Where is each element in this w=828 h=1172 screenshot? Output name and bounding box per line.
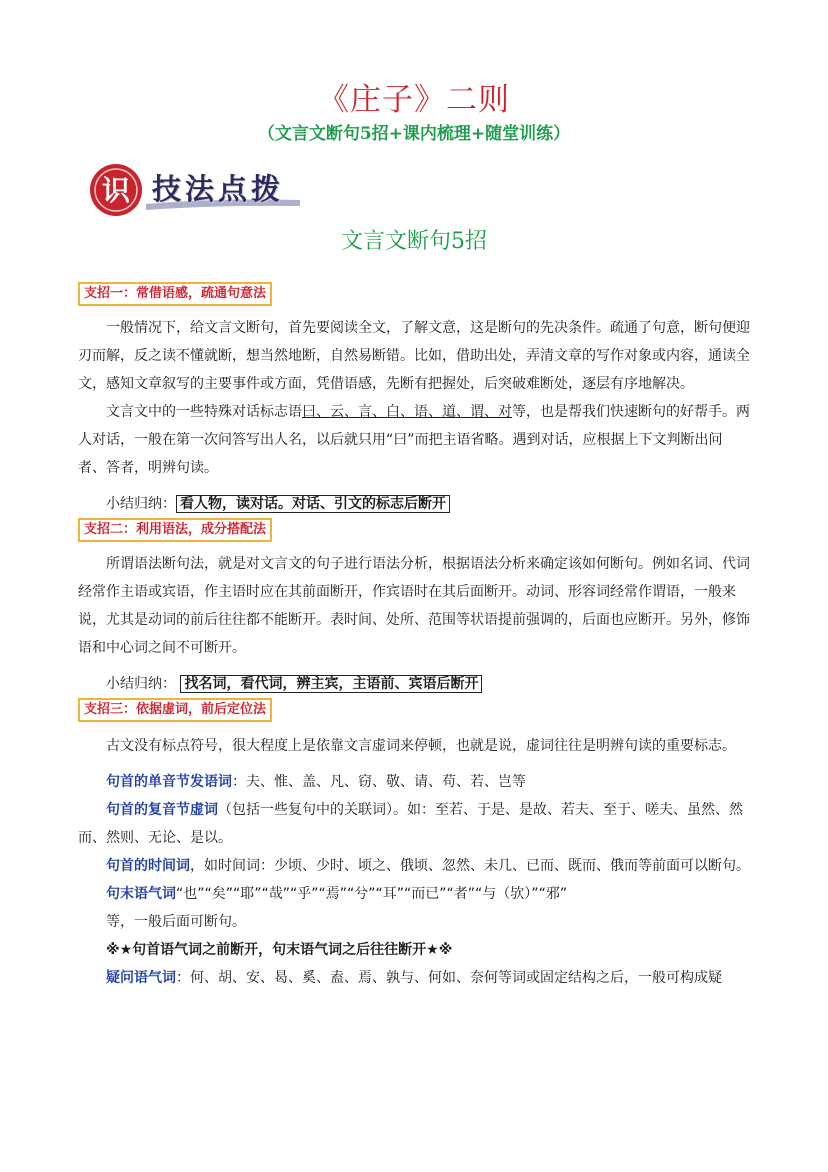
tip3-line-1 [78, 768, 750, 796]
tip1-paragraph-1: 一般情况下，给文言文断句，首先要阅读全文，了解文意，这是断句的先决条件。疏通了句意，断句便迎刃而解，反之读不懂就断，想当然地断，自然易断错。比如，借助出处，弄清文章的写作对象或内容，通读全文，感知文章叙写的主要事件或方面，凭借语感，先断有把握处，后突破难断处，逐层有序地解决。 [78, 320, 750, 392]
summary-label: 小结归纳： [106, 676, 176, 692]
tip3-l2-text: （包括一些复句中的关联词）。如：至若、于是、是故、若夫、至于、嗟夫、虽然、然而、然则、无论、是以。 [78, 802, 743, 846]
tip2-tag: 支招二：利用语法，成分搭配法 [78, 518, 272, 542]
section-title: 文言文断句5招 [341, 229, 487, 254]
tip3-line-3 [78, 852, 750, 880]
tip3-l3-label: 句首的时间词 [106, 858, 190, 874]
dialogue-marker-words: 曰、云、言、白、语、道、谓、对 [302, 404, 512, 420]
tip3-l4-label: 句末语气词 [106, 886, 176, 902]
tip1-paragraph-2 [78, 398, 750, 482]
tip3-l1-text: ：夫、惟、盖、凡、窃、敬、请、苟、若、岂等 [232, 774, 526, 790]
summary-label: 小结归纳： [106, 496, 176, 512]
tip3-paragraph-1: 古文没有标点符号，很大程度上是依靠文言虚词来停顿，也就是说，虚词往往是明辨句读的重要标志。 [106, 738, 736, 754]
tip3-tag: 支招三：依据虚词，前后定位法 [78, 698, 272, 722]
tip1-p2-pre: 文言文中的一些特殊对话标志语 [106, 404, 302, 420]
tip3-l6-text: ：何、胡、安、曷、奚、盍、焉、孰与、何如、奈何等词或固定结构之后，一般可构成疑 [176, 970, 722, 986]
tip3-l4-text: “也”“矣”“耶”“哉”“乎”“焉”“兮”“耳”“而已”“者”“与（欤）”“邪” [176, 886, 568, 902]
tip3-l3-text: ，如时间词：少顷、少时、顷之、俄顷、忽然、未几、已而、既而、俄而等前面可以断句。 [190, 858, 750, 874]
logo-char: 识 [101, 174, 131, 207]
tip1-summary-box: 看人物，读对话。对话、引文的标志后断开 [176, 495, 450, 513]
tip3-l6-label: 疑问语气词 [106, 970, 176, 986]
tip3-l2-label: 句首的复音节虚词 [106, 802, 218, 818]
tip3-line-4 [78, 880, 750, 908]
tip2-paragraph-1: 所谓语法断句法，就是对文言文的句子进行语法分析，根据语法分析来确定该如何断句。例如名词、代词经常作主语或宾语，作主语时应在其前面断开，作宾语时在其后面断开。动词、形容词经常作谓语，一般来说，尤其是动词的前后往往都不能断开。表时间、处所、范围等状语提前强调的，后面也应断开。另外，修饰语和中心词之间不可断开。 [78, 556, 750, 656]
content [78, 282, 750, 992]
tip1-p2-post: 等，也是帮我们快速断句的好帮手。两人对话，一般在第一次问答写出人名，以后就只用“曰”而把主语省略。遇到对话，应根据上下文判断出问者、答者，明辨句读。 [78, 404, 750, 476]
tip3-line-2 [78, 796, 750, 852]
tip3-line-5: 等，一般后面可断句。 [106, 914, 246, 930]
logo-text: 技法点拨 [152, 172, 285, 206]
tip3-line-6 [78, 964, 750, 992]
tip3-l1-label: 句首的单音节发语词 [106, 774, 232, 790]
tip2-summary-box: 找名词，看代词，辨主宾，主语前、宾语后断开 [180, 675, 482, 693]
tip2-summary [78, 670, 750, 698]
tip3-note: ※★句首语气词之前断开，句末语气词之后往往断开★※ [106, 942, 453, 958]
tip1-tag: 支招一：常借语感，疏通句意法 [78, 282, 272, 306]
section-logo [86, 160, 306, 220]
page-title: 《庄子》二则 [318, 82, 510, 118]
page-subtitle: （文言文断句5招+课内梳理+随堂训练） [257, 124, 571, 144]
tip1-summary [78, 490, 750, 518]
